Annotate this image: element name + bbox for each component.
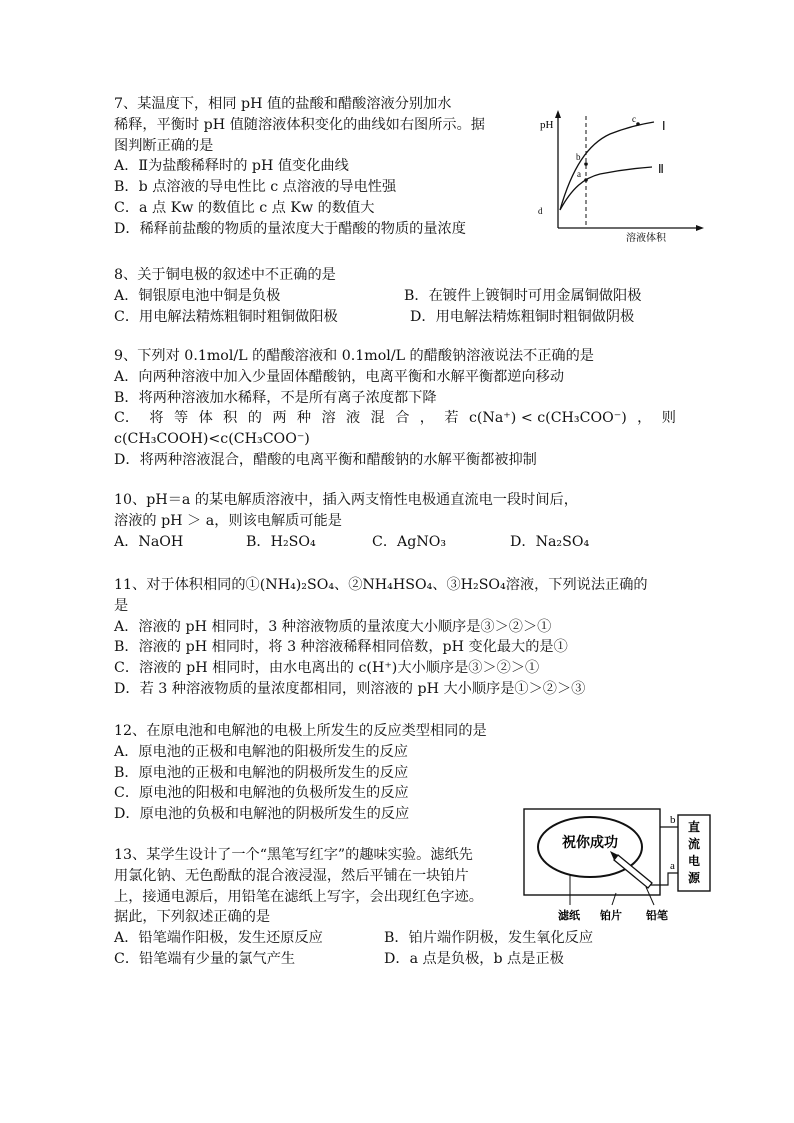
q13-row-ab bbox=[114, 928, 593, 949]
question-8 bbox=[114, 265, 641, 327]
ph-dilution-figure bbox=[530, 108, 710, 248]
q13-stem-line-4: 据此，下列叙述正确的是 bbox=[114, 909, 271, 926]
q13-stem-line-2: 用氯化钠、无色酚酞的混合液浸湿，然后平铺在一块铂片 bbox=[114, 867, 469, 884]
power-char-1: 直 bbox=[687, 820, 701, 834]
q9-c-part: 的 bbox=[247, 410, 262, 427]
q13-option-c: C．铅笔端有少量的氯气产生 bbox=[114, 950, 296, 967]
q13-option-b: B．铂片端作阴极，发生氧化反应 bbox=[384, 930, 594, 947]
q13-option-d: D．a 点是负极，b 点是正极 bbox=[384, 950, 564, 967]
question-11 bbox=[114, 575, 648, 700]
q7-stem-line-3: 图判断正确的是 bbox=[114, 137, 214, 154]
q10-option-c: C．AgNO₃ bbox=[372, 533, 447, 550]
q11-option-b: B．溶液的 pH 相同时，将 3 种溶液稀释相同倍数，pH 变化最大的是① bbox=[114, 639, 568, 656]
q9-c-part: 积 bbox=[223, 410, 238, 427]
q11-stem-line-1: 11、对于体积相同的①(NH₄)₂SO₄、②NH₄HSO₄、③H₂SO₄溶液，下列说法正确的 bbox=[114, 577, 648, 593]
q9-c-part: 合 bbox=[395, 410, 410, 427]
q9-c-part: 将 bbox=[149, 410, 164, 427]
point-d-label: d bbox=[538, 206, 543, 216]
x-axis-arrow-icon bbox=[696, 225, 704, 231]
q13-row-cd bbox=[114, 949, 593, 970]
q12-stem: 12、在原电池和电解池的电极上所发生的反应类型相同的是 bbox=[114, 723, 487, 739]
q12-option-d: D．原电池的负极和电解池的阴极所发生的反应 bbox=[114, 806, 410, 823]
q7-stem-line-1: 7、某温度下，相同 pH 值的盐酸和醋酸溶液分别加水 bbox=[114, 96, 452, 112]
question-12 bbox=[114, 721, 487, 825]
q13-option-a: A．铅笔端作阳极，发生还原反应 bbox=[114, 930, 323, 947]
q12-option-a: A．原电池的正极和电解池的阳极所发生的反应 bbox=[114, 743, 408, 760]
q10-option-d: D．Na₂SO₄ bbox=[510, 533, 590, 550]
q9-c-part: ， bbox=[637, 410, 652, 427]
q7-option-d: D．稀释前盐酸的物质的量浓度大于醋酸的物质的量浓度 bbox=[114, 220, 466, 237]
q9-c-part: 若 bbox=[444, 410, 459, 427]
electrolysis-figure bbox=[520, 805, 720, 925]
q13-stem-line-3: 上，接通电源后，用铅笔在滤纸上写字，会出现红色字迹。 bbox=[114, 888, 483, 905]
q10-options bbox=[114, 532, 589, 553]
q8-row-cd bbox=[114, 307, 641, 328]
written-text: 祝你成功 bbox=[562, 835, 618, 851]
q11-option-c: C．溶液的 pH 相同时，由水电离出的 c(H⁺)大小顺序是③＞②＞① bbox=[114, 660, 540, 677]
pencil-pointer bbox=[646, 887, 654, 905]
q8-option-d: D．用电解法精炼粗铜时粗铜做阴极 bbox=[410, 308, 635, 325]
q10-option-a: A．NaOH bbox=[114, 533, 184, 550]
q13-stem-line-1: 13、某学生设计了一个“黑笔写红字”的趣味实验。滤纸先 bbox=[114, 847, 473, 863]
question-7 bbox=[114, 94, 485, 240]
q10-option-b: B．H₂SO₄ bbox=[246, 533, 316, 550]
platinum-label: 铂片 bbox=[600, 909, 622, 922]
q9-option-b: B．将两种溶液加水稀释，不是所有离子浓度都下降 bbox=[114, 389, 437, 406]
point-c-dot bbox=[636, 122, 640, 126]
q9-option-c-cont: c(CH₃COOH)<c(CH₃COO⁻) bbox=[114, 431, 310, 448]
q7-option-c: C．a 点 Kw 的数值比 c 点 Kw 的数值大 bbox=[114, 199, 375, 216]
q10-stem-line-1: 10、pH＝a 的某电解质溶液中，插入两支惰性电极通直流电一段时间后， bbox=[114, 492, 578, 508]
pencil-icon bbox=[610, 851, 652, 888]
question-9 bbox=[114, 346, 676, 471]
question-10 bbox=[114, 490, 589, 552]
q9-c-part: 两 bbox=[272, 410, 287, 427]
q9-c-part: C． bbox=[114, 410, 140, 427]
q9-option-d: D．将两种溶液混合，醋酸的电离平衡和醋酸钠的水解平衡都被抑制 bbox=[114, 451, 537, 468]
q11-option-a: A．溶液的 pH 相同时，3 种溶液物质的量浓度大小顺序是③＞②＞① bbox=[114, 618, 552, 635]
q7-option-a: A．Ⅱ为盐酸稀释时的 pH 值变化曲线 bbox=[114, 158, 349, 175]
point-b-label: b bbox=[576, 152, 581, 162]
terminal-a-label: a bbox=[670, 860, 675, 872]
point-a-label: a bbox=[577, 169, 581, 179]
q9-c-part: 种 bbox=[296, 410, 312, 427]
platinum-sheet bbox=[524, 809, 660, 895]
q9-option-c-line bbox=[114, 408, 676, 429]
q7-option-b: B．b 点溶液的导电性比 c 点溶液的导电性强 bbox=[114, 179, 397, 196]
q9-c-part: 等 bbox=[174, 410, 189, 427]
y-axis-arrow-icon bbox=[555, 110, 561, 118]
q9-c-part: 体 bbox=[198, 410, 213, 427]
point-c-label: c bbox=[632, 114, 636, 124]
y-axis-label: pH bbox=[540, 119, 554, 131]
q8-option-b: B．在镀件上镀铜时可用金属铜做阳极 bbox=[404, 287, 642, 304]
q9-c-part: 溶 bbox=[321, 410, 336, 427]
power-char-3: 电 bbox=[687, 854, 701, 868]
q7-stem-line-2: 稀释，平衡时 pH 值随溶液体积变化的曲线如右图所示。据 bbox=[114, 116, 485, 133]
q8-option-c: C．用电解法精炼粗铜时粗铜做阳极 bbox=[114, 308, 338, 325]
q9-c-part: 则 bbox=[661, 410, 676, 427]
q11-option-d: D．若 3 种溶液物质的量浓度都相同，则溶液的 pH 大小顺序是①＞②＞③ bbox=[114, 680, 586, 697]
q12-option-b: B．原电池的正极和电解池的阴极所发生的反应 bbox=[114, 764, 409, 781]
q9-c-part: 液 bbox=[346, 410, 361, 427]
power-char-4: 源 bbox=[687, 871, 701, 885]
q12-option-c: C．原电池的阳极和电解池的负极所发生的反应 bbox=[114, 785, 409, 802]
q10-stem-line-2: 溶液的 pH ＞ a，则该电解质可能是 bbox=[114, 512, 342, 529]
power-char-2: 流 bbox=[687, 837, 701, 851]
q11-stem-line-2: 是 bbox=[114, 597, 129, 614]
q9-c-part: ， bbox=[419, 410, 434, 427]
filter-paper-label: 滤纸 bbox=[558, 909, 580, 922]
point-a-dot bbox=[584, 178, 588, 182]
terminal-b-label: b bbox=[670, 814, 676, 826]
q8-stem: 8、关于铜电极的叙述中不正确的是 bbox=[114, 267, 336, 283]
point-b-dot bbox=[584, 162, 588, 166]
q9-c-part: 混 bbox=[370, 410, 385, 427]
curve-i bbox=[560, 122, 654, 210]
pencil-label: 铅笔 bbox=[646, 909, 668, 922]
q9-c-part: c(Na⁺) < c(CH₃COO⁻) bbox=[468, 410, 627, 427]
wire-a bbox=[650, 873, 678, 885]
curve-ii-label: Ⅱ bbox=[658, 162, 664, 176]
curve-i-label: Ⅰ bbox=[662, 119, 666, 133]
q9-option-a: A．向两种溶液中加入少量固体醋酸钠，电离平衡和水解平衡都逆向移动 bbox=[114, 368, 565, 385]
q8-option-a: A．铜银原电池中铜是负极 bbox=[114, 287, 281, 304]
x-axis-label: 溶液体积 bbox=[626, 233, 666, 244]
q9-stem: 9、下列对 0.1mol/L 的醋酸溶液和 0.1mol/L 的醋酸钠溶液说法不正确的是 bbox=[114, 348, 594, 364]
q8-row-ab bbox=[114, 286, 641, 307]
